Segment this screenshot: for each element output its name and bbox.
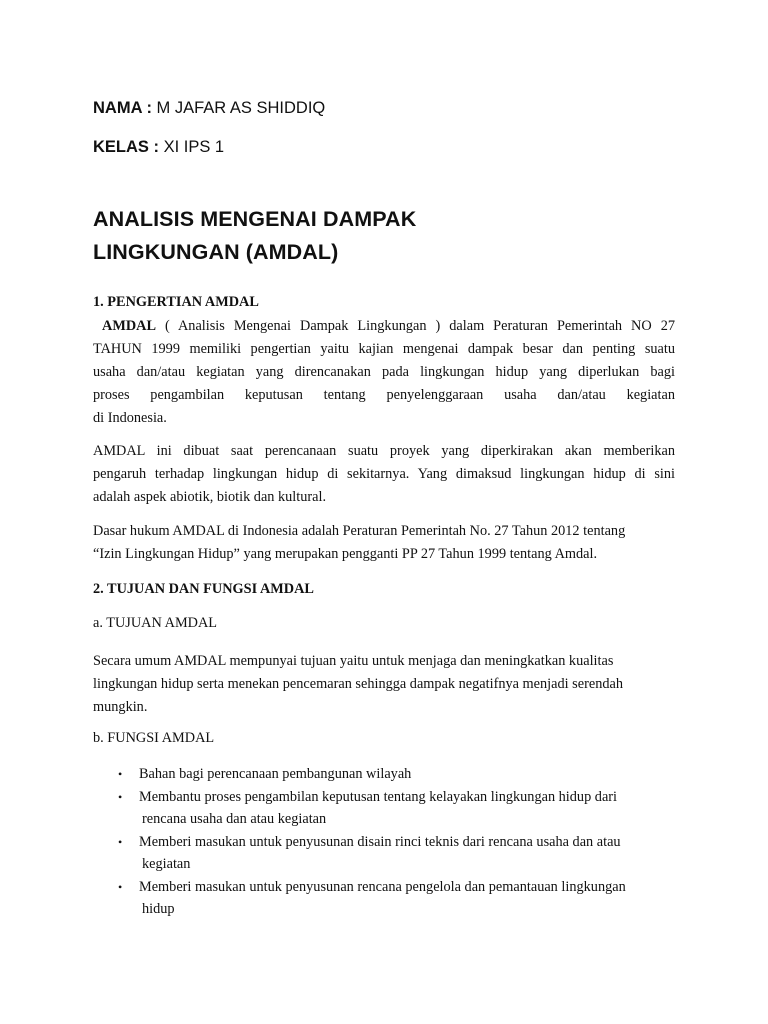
name-line bbox=[93, 99, 325, 118]
bullet-icon: • bbox=[118, 767, 123, 781]
section-1-heading: 1. PENGERTIAN AMDAL bbox=[93, 294, 259, 310]
tujuan-paragraph bbox=[93, 650, 675, 719]
paragraph-line: Dasar hukum AMDAL di Indonesia adalah Peraturan Pemerintah No. 27 Tahun 2012 tentang bbox=[93, 523, 626, 539]
paragraph-line: adalah aspek abiotik, biotik dan kultural. bbox=[93, 489, 327, 505]
title-line-1: ANALISIS MENGENAI DAMPAK bbox=[93, 207, 417, 231]
bullet-icon: • bbox=[118, 835, 123, 849]
list-item: • Memberi masukan untuk penyusunan disain rinci teknis dari rencana usaha dan atau kegiatan bbox=[93, 831, 693, 875]
fungsi-list bbox=[93, 763, 693, 921]
paragraph-line: di Indonesia. bbox=[93, 410, 167, 426]
definition-paragraph bbox=[93, 315, 675, 430]
paragraph-line: AMDAL ( Analisis Mengenai Dampak Lingkungan ) dalam Peraturan Pemerintah NO 27 bbox=[102, 318, 675, 334]
paragraph-line: pengaruh terhadap lingkungan hidup di sekitarnya. Yang dimaksud lingkungan hidup di sini bbox=[93, 466, 675, 482]
amdal-bold-term: AMDAL bbox=[102, 318, 157, 334]
document-title bbox=[93, 203, 416, 269]
paragraph-line: proses pengambilan keputusan tentang penyelenggaraan usaha dan/atau kegiatan bbox=[93, 387, 675, 403]
paragraph-line: mungkin. bbox=[93, 699, 148, 715]
class-line bbox=[93, 138, 224, 157]
paragraph-line: TAHUN 1999 memiliki pengertian yaitu kajian mengenai dampak besar dan penting suatu bbox=[93, 341, 675, 357]
legal-basis-paragraph bbox=[93, 520, 675, 566]
title-line-2: LINGKUNGAN (AMDAL) bbox=[93, 240, 339, 264]
paragraph-line: lingkungan hidup serta menekan pencemaran sehingga dampak negatifnya menjadi serendah bbox=[93, 676, 623, 692]
list-item: • Bahan bagi perencanaan pembangunan wilayah bbox=[93, 763, 693, 785]
class-label: KELAS : bbox=[93, 138, 159, 156]
purpose-paragraph bbox=[93, 440, 675, 509]
tujuan-subheading: a. TUJUAN AMDAL bbox=[93, 615, 218, 631]
fungsi-subheading: b. FUNGSI AMDAL bbox=[93, 730, 215, 746]
section-2-heading: 2. TUJUAN DAN FUNGSI AMDAL bbox=[93, 581, 314, 597]
list-item: • Membantu proses pengambilan keputusan tentang kelayakan lingkungan hidup dari rencana usaha dan atau kegiatan bbox=[93, 786, 693, 830]
name-value: M JAFAR AS SHIDDIQ bbox=[151, 99, 326, 117]
paragraph-line: Secara umum AMDAL mempunyai tujuan yaitu untuk menjaga dan meningkatkan kualitas bbox=[93, 653, 614, 669]
bullet-icon: • bbox=[118, 790, 123, 804]
name-label: NAMA : bbox=[93, 99, 152, 117]
paragraph-line: usaha dan/atau kegiatan yang direncanakan pada lingkungan hidup yang diperlukan bagi bbox=[93, 364, 675, 380]
list-item: • Memberi masukan untuk penyusunan rencana pengelola dan pemantauan lingkungan hidup bbox=[93, 876, 693, 920]
paragraph-line: AMDAL ini dibuat saat perencanaan suatu proyek yang diperkirakan akan memberikan bbox=[93, 443, 675, 459]
paragraph-line: “Izin Lingkungan Hidup” yang merupakan pengganti PP 27 Tahun 1999 tentang Amdal. bbox=[93, 546, 598, 562]
class-value: XI IPS 1 bbox=[159, 138, 225, 156]
bullet-icon: • bbox=[118, 880, 123, 894]
